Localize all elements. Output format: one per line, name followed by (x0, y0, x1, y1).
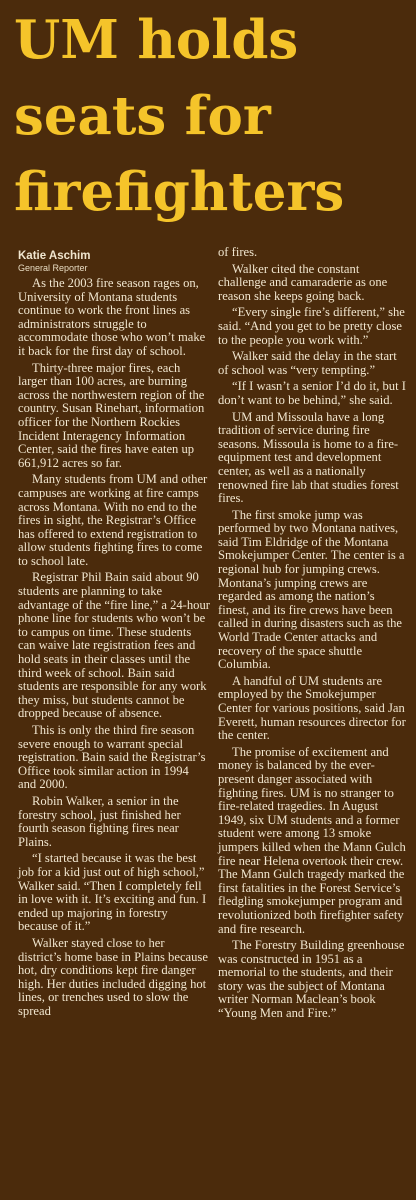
paragraph: Many students from UM and other campuses are working at fire camps across Montana. With no end to the fires in sight, the Registrar’s Office has offered to extend registration to allow students fighting fires to come to school late. (18, 472, 208, 568)
headline-line-1: UM holds (14, 9, 299, 71)
paragraph-continuation: of fires. (218, 245, 258, 259)
author-name: Katie Aschim (18, 250, 91, 262)
headline-line-3: firefighters (14, 161, 345, 223)
paragraph: “If I wasn’t a senior I’d do it, but I don’t want to be behind,” she said. (218, 379, 406, 407)
paragraph: The Forestry Building greenhouse was constructed in 1951 as a memorial to the students, and their story was the subject of Montana writer Norman Maclean’s book “Young Men and Fire.” (218, 938, 405, 1021)
paragraph: As the 2003 fire season rages on, University of Montana students continue to work the front lines as administrators struggle to accommodate those who won’t make it back for the first day of school. (18, 276, 206, 358)
left-column (18, 250, 210, 1021)
paragraph: Robin Walker, a senior in the forestry school, just finished her fourth season fighting fires near Plains. (18, 793, 181, 849)
paragraph: Thirty-three major fires, each larger than 100 acres, are burning across the northwestern region of the country. Susan Rinehart, information officer for the Northern Rockies Incident Interagency Information Center, said the fires have eaten up 661,912 acres so far. (18, 360, 205, 470)
paragraph: Walker cited the constant challenge and camaraderie as one reason she keeps going back. (218, 261, 388, 303)
paragraph: “I started because it was the best job for a kid just out of high school,” Walker said. “Then I completely fell in love with it. It’s exciting and fun. I ended up majoring in forestry because of it.” (18, 851, 207, 934)
paragraph: The promise of excitement and money is balanced by the ever-present danger associated with fighting fires. UM is no stranger to fire-related tragedies. In August 1949, six UM students and a former student were among 13 smoke jumpers killed when the Mann Gulch fire near Helena overtook their crew. The Mann Gulch tragedy marked the first fatalities in the Forest Service’s fledgling smokejumper program and revolutionized both firefighter safety and fire research. (218, 744, 406, 936)
headline-line-2: seats for (14, 85, 271, 147)
paragraph: UM and Missoula have a long tradition of service during fire seasons. Missoula is home to a fire-equipment test and development center, as well as a nationally renowned fire lab that studies forest fires. (218, 409, 399, 506)
paragraph: The first smoke jump was performed by two Montana natives, said Tim Eldridge of the Montana Smokejumper Center. The center is a regional hub for jumping crews. Montana’s jumping crews are regarded as among the nation’s finest, and its fire crews have been called in during disasters such as the World Trade Center attacks and recovery of the space shuttle Columbia. (218, 507, 405, 672)
paragraph: Walker said the delay in the start of school was “very tempting.” (218, 349, 397, 377)
headline (14, 2, 414, 230)
paragraph: This is only the third fire season severe enough to warrant special registration. Bain said the Registrar’s Office took similar action in 1994 and 2000. (18, 723, 206, 792)
paragraph: Registrar Phil Bain said about 90 students are planning to take advantage of the “fire line,” a 24-hour phone line for students who won’t be to campus on time. These students can waive late registration fees and hold seats in their classes until the third week of school. Bain said students are responsible for any work they miss, but students cannot be dropped because of absence. (18, 570, 210, 721)
paragraph: “Every single fire’s different,” she said. “And you get to be pretty close to the people you work with.” (218, 305, 405, 347)
paragraph: Walker stayed close to her district’s home base in Plains because hot, dry conditions kept fire danger high. Her duties included digging hot lines, or trenches used to slow the spread (18, 935, 208, 1018)
paragraph: A handful of UM students are employed by the Smokejumper Center for various positions, said Jan Everett, human resources director for the center. (218, 673, 406, 743)
author-role: General Reporter (18, 263, 88, 273)
right-column (218, 246, 408, 1024)
